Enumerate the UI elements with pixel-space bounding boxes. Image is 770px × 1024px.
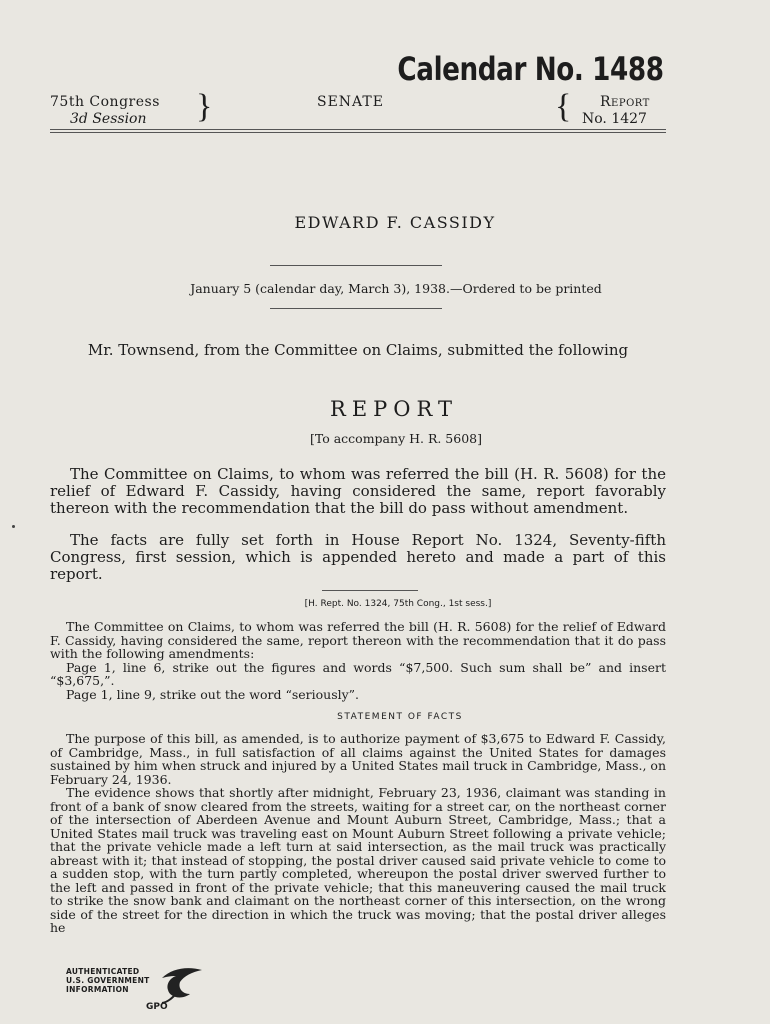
house-report-text <box>50 620 666 701</box>
date-line: January 5 (calendar day, March 3), 1938.—Ordered to be printed <box>190 281 602 296</box>
statement-paragraph: The purpose of this bill, as amended, is to authorize payment of $3,675 to Edward F. Cassidy, of Cambridge, Mass., in full satisfaction of all claims against the United States for damages sustained by him when struck and injured by a United States mail truck in Cambridge, Mass., on February 24, 1936. <box>50 731 666 787</box>
body-paragraph: The Committee on Claims, to whom was referred the bill (H. R. 5608) for the relief of Edward F. Cassidy, having considered the same, report favorably thereon with the recommendation that the bill do pass without amendment. <box>50 465 666 517</box>
house-report-paragraph: Page 1, line 9, strike out the word “seriously”. <box>66 686 360 702</box>
gpo-seal-line: AUTHENTICATED <box>66 967 140 976</box>
submitted-line: Mr. Townsend, from the Committee on Claims, submitted the following <box>87 341 629 359</box>
calendar-number: Calendar No. 1488 <box>397 50 664 88</box>
congress-label: 75th Congress <box>50 94 160 110</box>
house-report-paragraph: Page 1, line 6, strike out the figures and words “$7,500. Such sum shall be” and insert “$3,675,”. <box>50 659 666 688</box>
accompany-line: [To accompany H. R. 5608] <box>309 431 482 446</box>
divider-rule <box>322 590 418 591</box>
statement-paragraph: The evidence shows that shortly after midnight, February 23, 1936, claimant was standing in front of a bank of snow cleared from the streets, waiting for a street car, on the northeast corner of the intersection of Aberdeen Avenue and Mount Auburn Street, Cambridge, Mass.; that a United States mail truck was traveling east on Mount Auburn Street following a private vehicle; that the private vehicle made a left turn at said intersection, as the mail truck was practically abreast with it; that instead of stopping, the postal driver caused said private vehicle to come to a sudden stop, with the turn partly completed, whereupon the postal driver swerved further to the left and passed in front of the private vehicle; that this maneuvering caused the mail truck to strike the snow bank and claimant on the northeast corner of this intersection, on the wrong side of the street for the direction in which the truck was moving; that the postal driver alleges he <box>50 785 666 935</box>
gpo-eagle-icon <box>158 964 206 1004</box>
left-brace: } <box>196 88 213 125</box>
gpo-authentication-seal <box>66 964 206 1018</box>
statement-text <box>50 732 666 935</box>
gpo-seal-line: INFORMATION <box>66 985 129 994</box>
header-rule-double <box>50 132 666 133</box>
margin-speck <box>12 525 15 528</box>
gpo-seal-line: U.S. GOVERNMENT <box>66 976 150 985</box>
body-paragraph: The facts are fully set forth in House Report No. 1324, Seventy-fifth Congress, first session, which is appended hereto and made a part of this report. <box>50 531 666 583</box>
chamber-label: SENATE <box>317 94 384 110</box>
session-label: 3d Session <box>70 111 147 127</box>
header-rule <box>50 129 666 130</box>
divider-rule <box>270 265 442 266</box>
house-report-paragraph: The Committee on Claims, to whom was referred the bill (H. R. 5608) for the relief of Edward F. Cassidy, having considered the same, report thereon with the recommendation that it do pass with the following amendments: <box>50 619 666 661</box>
gpo-seal-text <box>66 967 150 994</box>
gpo-seal-name: GPO <box>146 1002 168 1012</box>
divider-rule <box>270 308 442 309</box>
document-title: EDWARD F. CASSIDY <box>294 213 496 232</box>
report-label: Report <box>600 94 650 110</box>
congress-session <box>50 94 160 128</box>
report-heading: REPORT <box>330 397 458 421</box>
statement-heading: STATEMENT OF FACTS <box>337 712 463 722</box>
report-number: No. 1427 <box>582 111 647 127</box>
report-number-block <box>582 94 650 128</box>
right-brace: { <box>555 88 572 125</box>
house-report-citation: [H. Rept. No. 1324, 75th Cong., 1st sess.] <box>304 599 492 609</box>
